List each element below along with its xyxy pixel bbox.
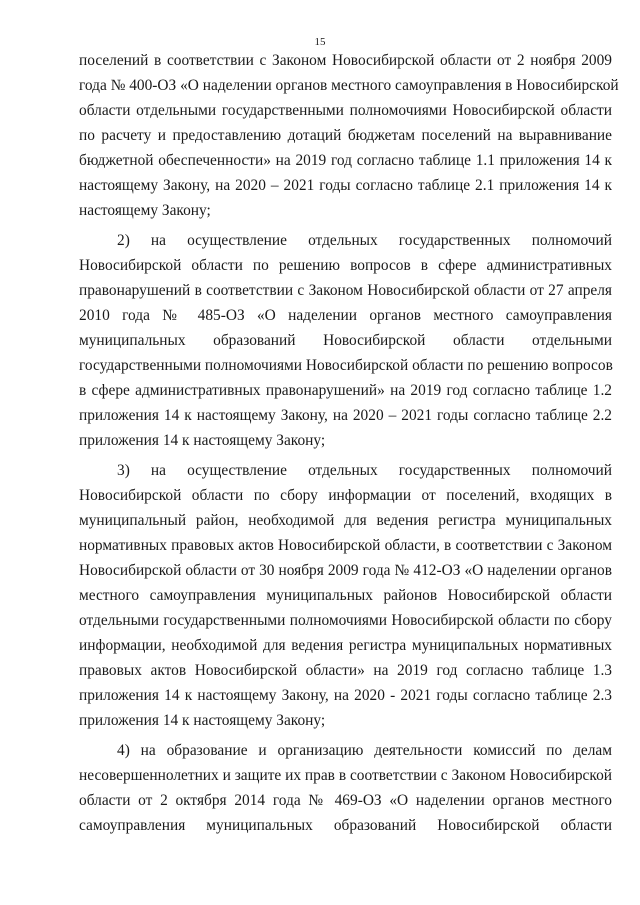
- text-line: приложения 14 к настоящему Закону;: [79, 432, 326, 449]
- text-line: отдельными государственными полномочиями Новосибирской области по сбору: [79, 612, 612, 629]
- text-line: муниципальный район, необходимой для ведения регистра муниципальных: [79, 512, 612, 529]
- text-line: правонарушений в соответствии с Законом Новосибирской области от 27 апреля: [79, 282, 612, 299]
- text-line: по расчету и предоставлению дотаций бюджетам поселений на выравнивание: [79, 127, 612, 144]
- text-line: самоуправления муниципальных образований Новосибирской области: [79, 817, 612, 834]
- text-line: приложения 14 к настоящему Закону, на 2020 - 2021 годы согласно таблице 2.3: [79, 687, 612, 704]
- text-line: приложения 14 к настоящему Закону;: [79, 712, 326, 729]
- text-line: информации, необходимой для ведения регистра муниципальных нормативных: [79, 637, 612, 654]
- text-line: местного самоуправления муниципальных районов Новосибирской области: [79, 587, 612, 604]
- text-line: поселений в соответствии с Законом Новосибирской области от 2 ноября 2009: [79, 52, 612, 69]
- text-line: настоящему Закону;: [79, 202, 211, 219]
- paragraph-item-2: 2) на осуществление отдельных государственных полномочий: [117, 232, 612, 249]
- text-line: несовершеннолетних и защите их прав в соответствии с Законом Новосибирской: [79, 767, 612, 784]
- text-line: 2010 года № 485-ОЗ «О наделении органов местного самоуправления: [79, 307, 612, 324]
- text-line: области от 2 октября 2014 года № 469-ОЗ «О наделении органов местного: [79, 792, 612, 809]
- paragraph-item-4: 4) на образование и организацию деятельности комиссий по делам: [117, 742, 612, 759]
- text-line: приложения 14 к настоящему Закону, на 2020 – 2021 годы согласно таблице 2.2: [79, 407, 612, 424]
- text-line: настоящему Закону, на 2020 – 2021 годы согласно таблице 2.1 приложения 14 к: [79, 177, 612, 194]
- text-line: в сфере административных правонарушений» на 2019 год согласно таблице 1.2: [79, 382, 612, 399]
- text-line: Новосибирской области по сбору информации от поселений, входящих в: [79, 487, 612, 504]
- text-line: муниципальных образований Новосибирской области отдельными: [79, 332, 612, 349]
- text-line: Новосибирской области по решению вопросов в сфере административных: [79, 257, 612, 274]
- text-line: государственными полномочиями Новосибирской области по решению вопросов: [79, 357, 613, 374]
- text-line: нормативных правовых актов Новосибирской области, в соответствии с Законом: [79, 537, 612, 554]
- text-line: области отдельными государственными полномочиями Новосибирской области: [79, 102, 612, 119]
- text-line: Новосибирской области от 30 ноября 2009 года № 412-ОЗ «О наделении органов: [79, 562, 612, 579]
- text-line: года № 400-ОЗ «О наделении органов местного самоуправления в Новосибирской: [79, 77, 619, 94]
- paragraph-item-3: 3) на осуществление отдельных государственных полномочий: [117, 462, 612, 479]
- page-number: 15: [314, 36, 326, 48]
- text-line: бюджетной обеспеченности» на 2019 год согласно таблице 1.1 приложения 14 к: [79, 152, 612, 169]
- text-line: правовых актов Новосибирской области» на 2019 год согласно таблице 1.3: [79, 662, 612, 679]
